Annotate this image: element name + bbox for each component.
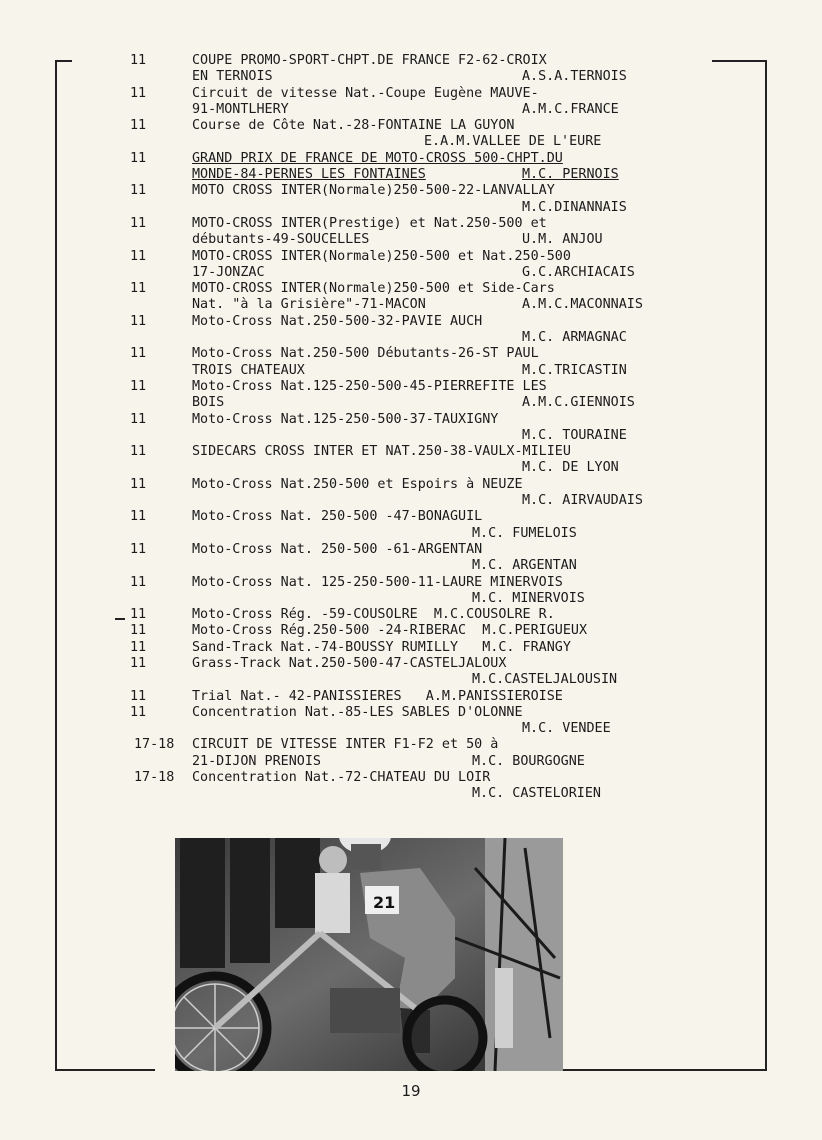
entry-line — [72, 428, 712, 444]
calendar-entry — [72, 770, 712, 803]
entry-line — [72, 395, 712, 411]
calendar-entry — [72, 607, 712, 623]
calendar-entry — [72, 575, 712, 608]
entry-line — [72, 330, 712, 346]
frame-left-rule — [55, 60, 57, 1070]
entry-club: M.C.DINANNAIS — [522, 199, 627, 215]
entry-club: M.C. FUMELOIS — [472, 525, 577, 541]
entry-date: 11 — [130, 574, 147, 590]
entry-text: COUPE PROMO-SPORT-CHPT.DE FRANCE F2-62-CROIX — [192, 53, 547, 68]
entry-line — [72, 53, 712, 69]
entry-text: Course de Côte Nat.-28-FONTAINE LA GUYON — [192, 118, 515, 134]
entry-text: Moto-Cross Nat. 250-500 -47-BONAGUIL — [192, 509, 483, 525]
entry-text: Moto-Cross Nat. 125-250-500-11-LAURE MINERVOIS — [192, 574, 563, 590]
calendar-entry — [72, 346, 712, 379]
entry-date: 11 — [130, 346, 147, 362]
entry-line — [72, 591, 712, 607]
entry-line — [72, 542, 712, 558]
entry-line — [72, 379, 712, 395]
entry-line — [72, 151, 712, 167]
calendar-entry — [72, 656, 712, 689]
entry-line — [72, 183, 712, 199]
entry-line — [72, 167, 712, 183]
calendar-entry — [72, 86, 712, 119]
entry-club: A.M.C.FRANCE — [522, 101, 619, 117]
entry-date: 11 — [130, 655, 147, 671]
entry-date: 11 — [130, 85, 147, 101]
calendar-entry — [72, 183, 712, 216]
entry-line — [72, 281, 712, 297]
calendar-entry — [72, 249, 712, 282]
entry-text: Nat. "à la Grisière"-71-MACON — [192, 297, 426, 313]
entry-club: M.C. TOURAINE — [522, 427, 627, 443]
entry-line — [72, 477, 712, 493]
entry-text: MOTO-CROSS INTER(Prestige) et Nat.250-500 et — [192, 215, 547, 231]
calendar-entry — [72, 379, 712, 412]
entry-text: MOTO-CROSS INTER(Normale)250-500 et Nat.250-500 — [192, 248, 571, 264]
entry-club: M.C. PERNOIS — [522, 167, 619, 183]
entry-text: Moto-Cross Nat.250-500-32-PAVIE AUCH — [192, 313, 483, 329]
entry-text: débutants-49-SOUCELLES — [192, 232, 370, 248]
calendar-entry — [72, 53, 712, 86]
entry-line — [72, 69, 712, 85]
entry-line — [72, 509, 712, 525]
entry-club: M.C. AIRVAUDAIS — [522, 493, 643, 509]
entry-text: Moto-Cross Nat.250-500 et Espoirs à NEUZE — [192, 476, 523, 492]
entry-club: M.C.CASTELJALOUSIN — [472, 672, 618, 688]
entry-text: MONDE-84-PERNES LES FONTAINES — [192, 167, 426, 183]
entry-date: 11 — [130, 215, 147, 231]
entry-line — [72, 444, 712, 460]
entry-date: 11 — [130, 248, 147, 264]
calendar-entry — [72, 705, 712, 738]
entry-text: CIRCUIT DE VITESSE INTER F1-F2 et 50 à — [192, 737, 499, 753]
entry-date: 11 — [130, 509, 147, 525]
entry-line — [72, 672, 712, 688]
entry-text: Moto-Cross Rég.250-500 -24-RIBERAC M.C.PERIGUEUX — [192, 623, 588, 639]
entry-line — [72, 102, 712, 118]
entry-text: Trial Nat.- 42-PANISSIERES A.M.PANISSIEROISE — [192, 688, 563, 704]
calendar-entry — [72, 412, 712, 445]
entry-text: EN TERNOIS — [192, 69, 273, 85]
entry-club: M.C. MINERVOIS — [472, 590, 585, 606]
entry-text: Moto-Cross Nat.250-500 Débutants-26-ST PAUL — [192, 346, 539, 362]
entry-line — [72, 737, 712, 753]
entry-line — [72, 232, 712, 248]
entry-date: 11 — [130, 183, 147, 199]
entry-line — [72, 705, 712, 721]
entry-line — [72, 249, 712, 265]
entry-date: 11 — [130, 444, 147, 460]
entry-date: 11 — [130, 53, 147, 68]
entry-date: 11 — [130, 639, 147, 655]
entry-date: 11 — [130, 541, 147, 557]
entry-line — [72, 786, 712, 802]
calendar-entry — [72, 477, 712, 510]
rider-photo-illustration — [155, 838, 563, 1071]
entry-club: G.C.ARCHIACAIS — [522, 264, 635, 280]
entry-text: Circuit de vitesse Nat.-Coupe Eugène MAUVE- — [192, 85, 539, 101]
entry-text: Concentration Nat.-72-CHATEAU DU LOIR — [192, 770, 491, 786]
entry-line — [72, 721, 712, 737]
calendar-entry — [72, 216, 712, 249]
entry-club: E.A.M.VALLEE DE L'EURE — [424, 134, 602, 150]
entry-line — [72, 558, 712, 574]
entry-text: Moto-Cross Nat.125-250-500-45-PIERREFITE LES — [192, 378, 547, 394]
svg-text:21: 21 — [373, 893, 396, 912]
entry-date: 11 — [130, 688, 147, 704]
entry-line — [72, 412, 712, 428]
entry-line — [72, 689, 712, 705]
entry-date: 11 — [130, 118, 147, 134]
calendar-entry — [72, 542, 712, 575]
entry-line — [72, 460, 712, 476]
motocross-trial-photo — [155, 838, 563, 1071]
entry-club: M.C. ARGENTAN — [472, 558, 577, 574]
event-calendar-list — [72, 53, 712, 803]
margin-tick-mark — [115, 618, 125, 620]
entry-date: 11 — [130, 704, 147, 720]
entry-text: MOTO-CROSS INTER(Normale)250-500 et Side-Cars — [192, 281, 555, 297]
calendar-entry — [72, 689, 712, 705]
entry-text: Moto-Cross Rég. -59-COUSOLRE M.C.COUSOLRE R. — [192, 607, 555, 623]
entry-line — [72, 363, 712, 379]
entry-date: 11 — [130, 150, 147, 166]
entry-line — [72, 526, 712, 542]
entry-date: 11 — [130, 607, 147, 623]
entry-text: Concentration Nat.-85-LES SABLES D'OLONNE — [192, 704, 523, 720]
frame-right-rule — [765, 60, 767, 1070]
entry-date: 11 — [130, 281, 147, 297]
entry-line — [72, 265, 712, 281]
calendar-entry — [72, 151, 712, 184]
entry-text: SIDECARS CROSS INTER ET NAT.250-38-VAULX-MILIEU — [192, 444, 571, 460]
calendar-entry — [72, 623, 712, 639]
entry-date: 11 — [130, 623, 147, 639]
entry-text: Moto-Cross Nat. 250-500 -61-ARGENTAN — [192, 541, 483, 557]
calendar-entry — [72, 640, 712, 656]
entry-club: M.C. DE LYON — [522, 460, 619, 476]
entry-line — [72, 623, 712, 639]
entry-line — [72, 770, 712, 786]
entry-text: MOTO CROSS INTER(Normale)250-500-22-LANVALLAY — [192, 183, 555, 199]
entry-line — [72, 607, 712, 623]
entry-text: Sand-Track Nat.-74-BOUSSY RUMILLY M.C. FRANGY — [192, 639, 571, 655]
entry-club: A.M.C.GIENNOIS — [522, 395, 635, 411]
entry-line — [72, 493, 712, 509]
entry-line — [72, 216, 712, 232]
entry-club: A.S.A.TERNOIS — [522, 69, 627, 85]
entry-text: TROIS CHATEAUX — [192, 362, 305, 378]
page-number: 19 — [401, 1082, 421, 1100]
entry-club: A.M.C.MACONNAIS — [522, 297, 643, 313]
entry-text: Grass-Track Nat.250-500-47-CASTELJALOUX — [192, 655, 507, 671]
entry-date: 11 — [130, 476, 147, 492]
entry-line — [72, 754, 712, 770]
calendar-entry — [72, 737, 712, 770]
entry-line — [72, 640, 712, 656]
entry-club: M.C. CASTELORIEN — [472, 786, 601, 802]
entry-club: M.C.TRICASTIN — [522, 362, 627, 378]
entry-line — [72, 134, 712, 150]
calendar-entry — [72, 281, 712, 314]
entry-line — [72, 314, 712, 330]
entry-date: 11 — [130, 411, 147, 427]
calendar-entry — [72, 314, 712, 347]
entry-text: 17-JONZAC — [192, 264, 265, 280]
calendar-entry — [72, 444, 712, 477]
entry-date: 17-18 — [134, 770, 175, 786]
entry-club: M.C. ARMAGNAC — [522, 330, 627, 346]
entry-club: M.C. BOURGOGNE — [472, 753, 585, 769]
entry-date: 11 — [130, 378, 147, 394]
entry-text: GRAND PRIX DE FRANCE DE MOTO-CROSS 500-CHPT.DU — [192, 150, 563, 166]
entry-club: M.C. VENDEE — [522, 721, 611, 737]
entry-line — [72, 575, 712, 591]
entry-line — [72, 118, 712, 134]
entry-line — [72, 200, 712, 216]
entry-line — [72, 86, 712, 102]
entry-line — [72, 346, 712, 362]
entry-text: 21-DIJON PRENOIS — [192, 753, 321, 769]
calendar-entry — [72, 118, 712, 151]
entry-line — [72, 656, 712, 672]
entry-club: U.M. ANJOU — [522, 232, 603, 248]
entry-date: 11 — [130, 313, 147, 329]
entry-line — [72, 297, 712, 313]
calendar-entry — [72, 509, 712, 542]
entry-text: 91-MONTLHERY — [192, 101, 289, 117]
entry-text: BOIS — [192, 395, 225, 411]
entry-date: 17-18 — [134, 737, 175, 753]
entry-text: Moto-Cross Nat.125-250-500-37-TAUXIGNY — [192, 411, 499, 427]
